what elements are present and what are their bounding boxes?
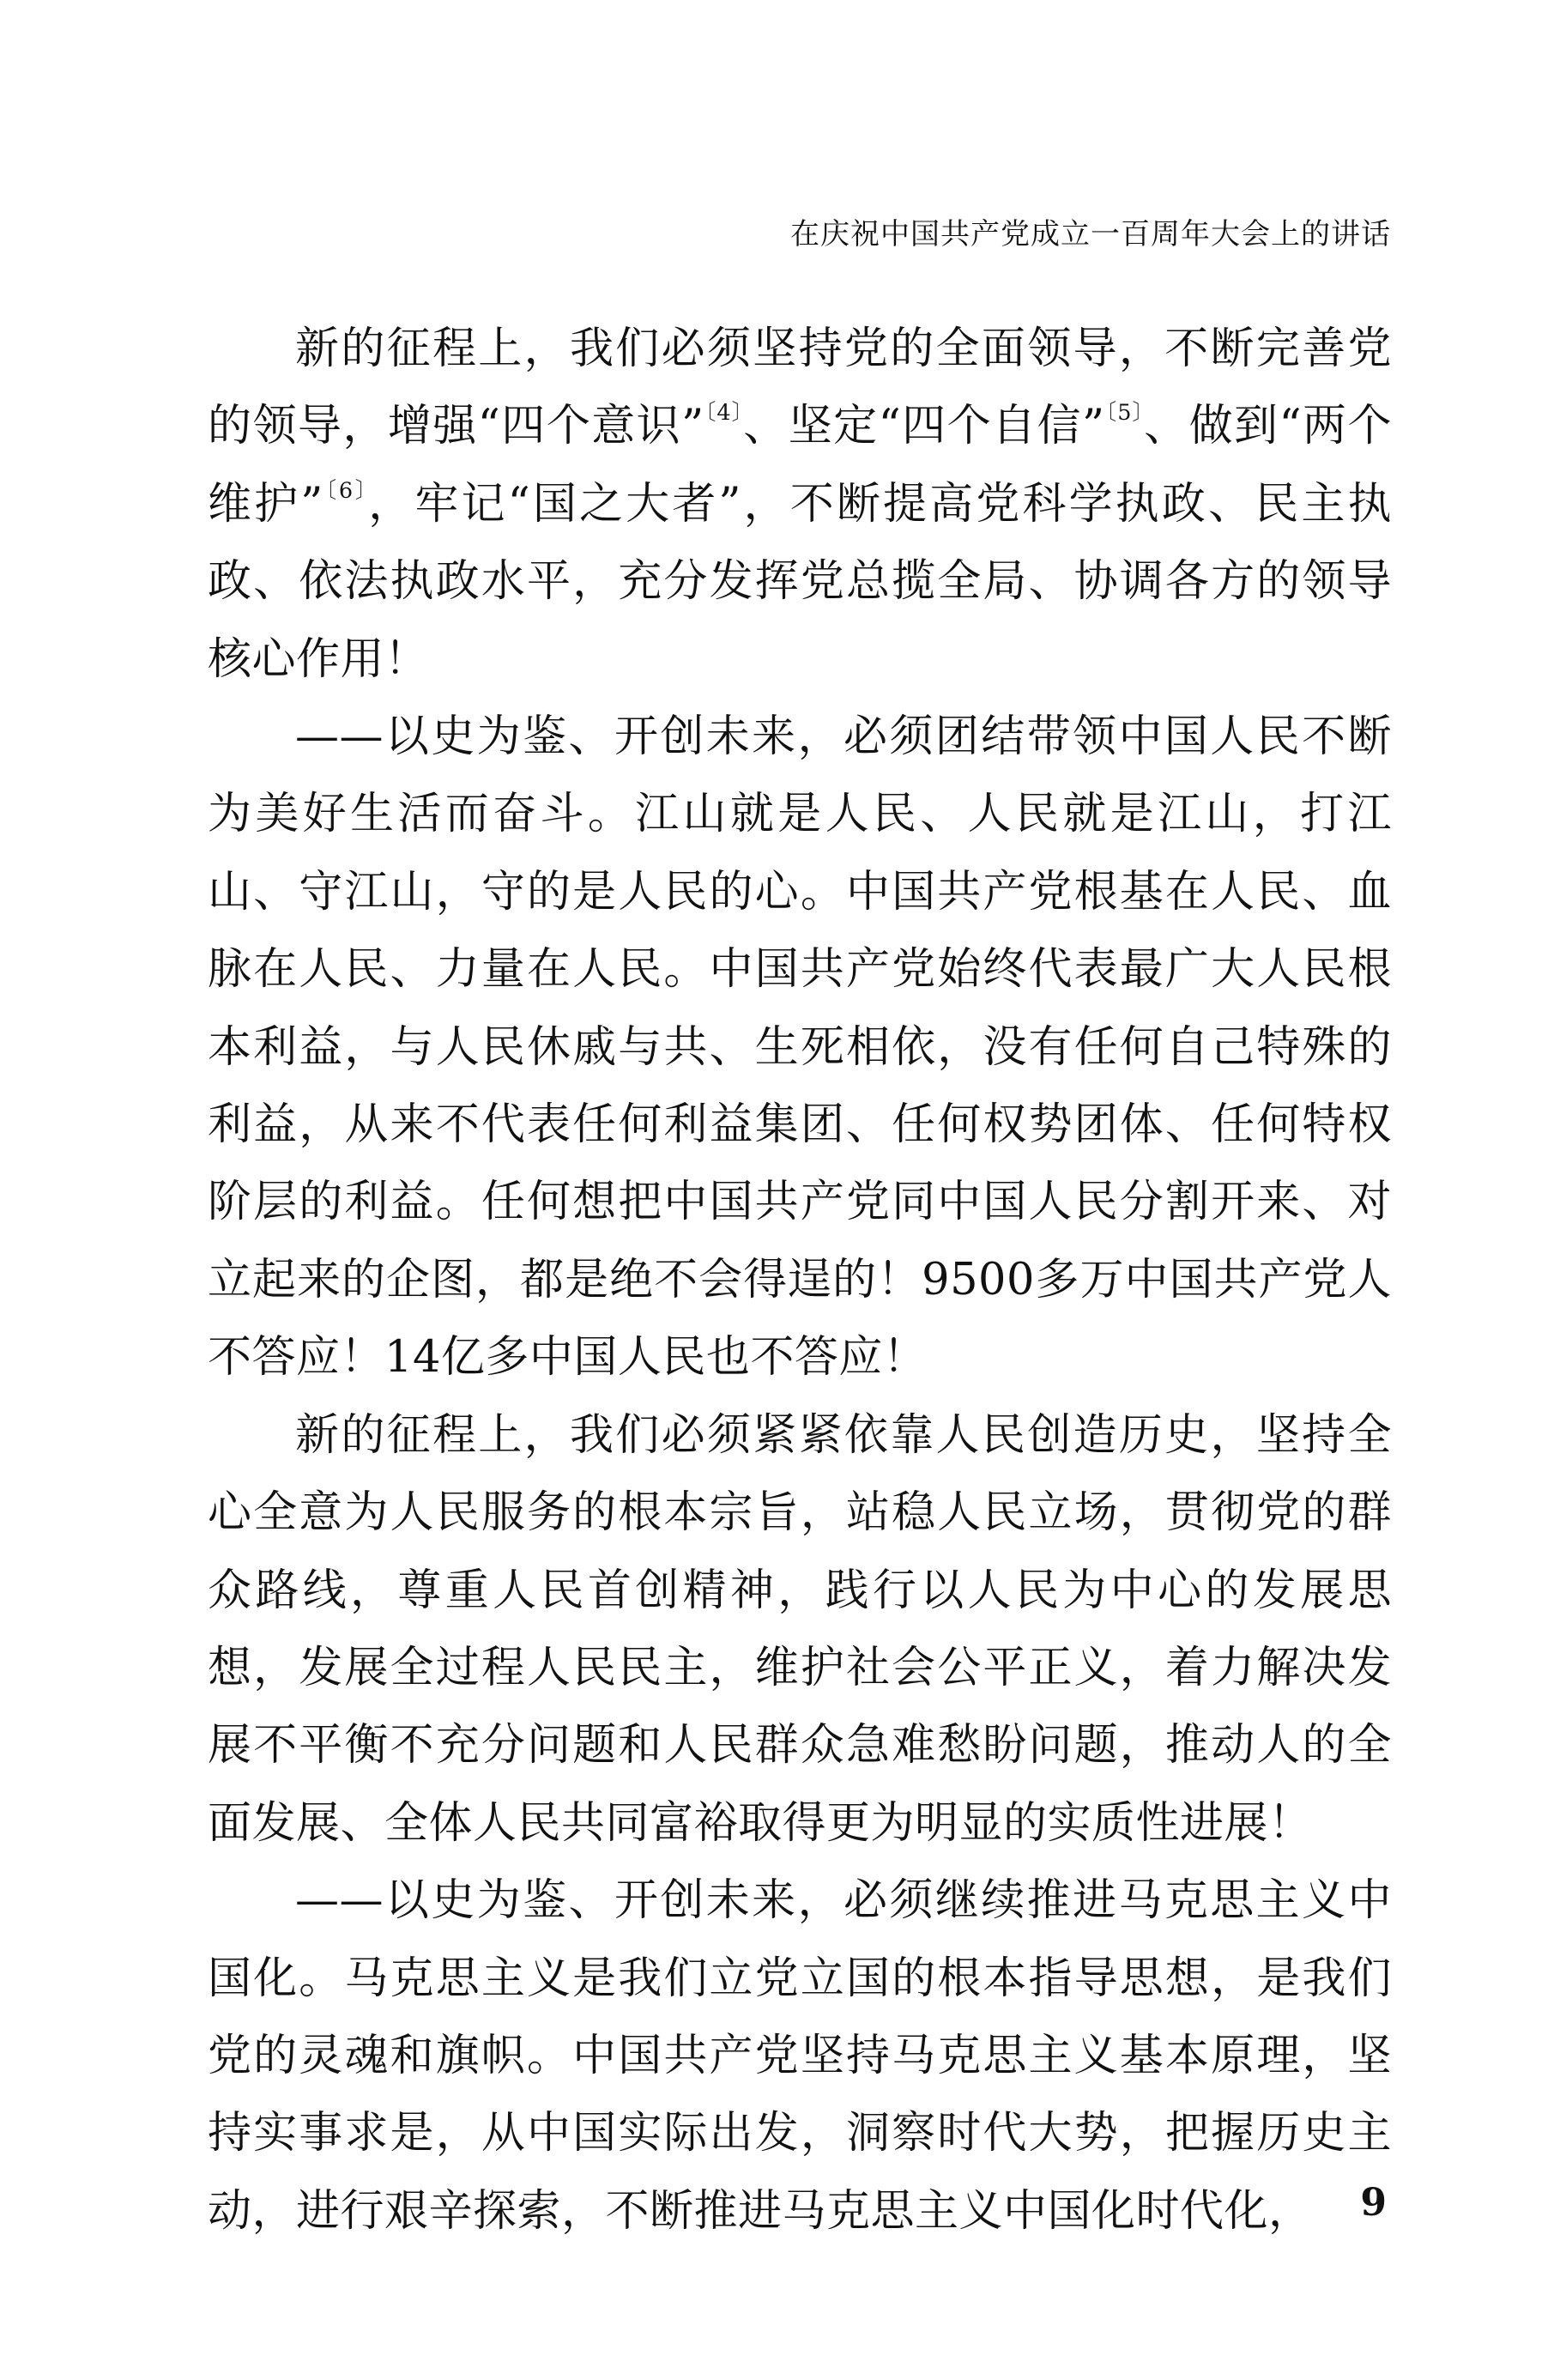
paragraph-3: 新的征程上，我们必须紧紧依靠人民创造历史，坚持全心全意为人民服务的根本宗旨，站稳人民立场，贯彻党的群众路线，尊重人民首创精神，践行以人民为中心的发展思想，发展全过程人民民主，维护社会公平正义，着力解决发展不平衡不充分问题和人民群众急难愁盼问题，推动人的全面发展、全体人民共同富裕取得更为明显的实质性进展！: [208, 1409, 1392, 1849]
paragraph-4: ——以史为鉴、开创未来，必须继续推进马克思主义中国化。马克思主义是我们立党立国的根本指导思想，是我们党的灵魂和旗帜。中国共产党坚持马克思主义基本原理，坚持实事求是，从中国实际出发，洞察时代大势，把握历史主动，进行艰辛探索，不断推进马克思主义中国化时代化，: [208, 1875, 1392, 2237]
footnote-ref-4[interactable]: 〔4〕: [704, 400, 744, 427]
footnote-ref-6[interactable]: 〔6〕: [323, 477, 369, 504]
page-number: 9: [1360, 2181, 1387, 2225]
paragraph-1-text-c: 、做到“两个维护”: [208, 401, 1392, 530]
paragraph-2: ——以史为鉴、开创未来，必须团结带领中国人民不断为美好生活而奋斗。江山就是人民、人民就是江山，打江山、守江山，守的是人民的心。中国共产党根基在人民、血脉在人民、力量在人民。中国共产党始终代表最广大人民根本利益，与人民休戚与共、生死相依，没有任何自己特殊的利益，从来不代表任何利益集团、任何权势团体、任何特权阶层的利益。任何想把中国共产党同中国人民分割开来、对立起来的企图，都是绝不会得逞的！9500多万中国共产党人不答应！14亿多中国人民也不答应！: [208, 712, 1392, 1384]
paragraph-1: [208, 311, 1392, 699]
body-text: [208, 311, 1392, 2250]
footnote-ref-5[interactable]: 〔5〕: [1104, 400, 1145, 427]
paragraph-1-text-a: 新的征程上，我们必须坚持党的全面领导，不断完善党的领导，增强“四个意识”: [208, 324, 1392, 452]
paragraph-1-text-d: ，牢记“国之大者”，不断提高党科学执政、民主执政、依法执政水平，充分发挥党总揽全局、协调各方的领导核心作用！: [208, 478, 1393, 685]
paragraph-1-text-b: 、坚定“四个自信”: [743, 401, 1105, 452]
running-header: 在庆祝中国共产党成立一百周年大会上的讲话: [790, 217, 1391, 251]
